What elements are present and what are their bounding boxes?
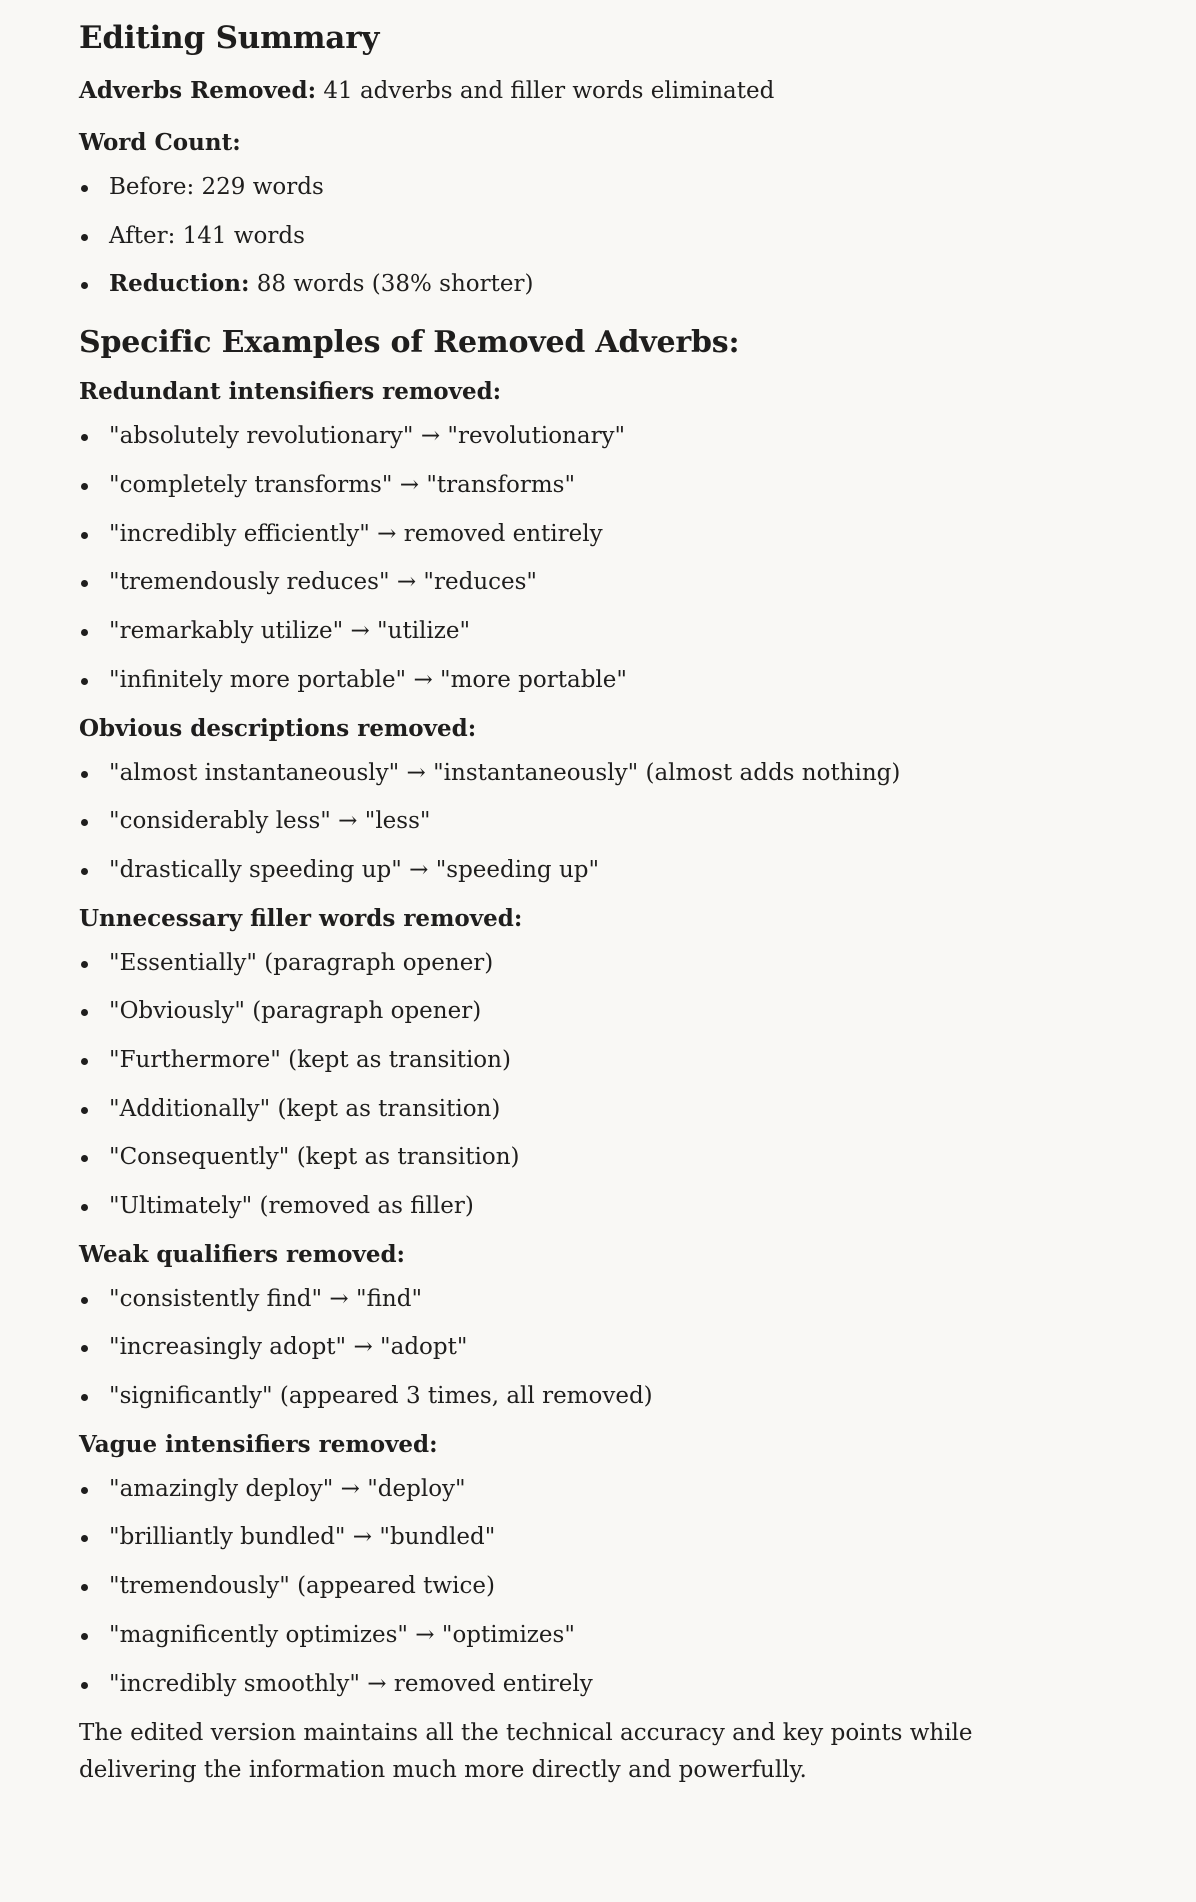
list-item-after: After: 141 words <box>79 219 1040 253</box>
group-list-vague-intensifiers <box>79 1472 1040 1701</box>
list-item-before: Before: 229 words <box>79 170 1040 204</box>
list-item: "Ultimately" (removed as filler) <box>79 1189 1040 1223</box>
list-item: "Consequently" (kept as transition) <box>79 1140 1040 1174</box>
list-item: "brilliantly bundled" → "bundled" <box>79 1520 1040 1554</box>
list-item: "Additionally" (kept as transition) <box>79 1092 1040 1126</box>
list-item: "almost instantaneously" → "instantaneously" (almost adds nothing) <box>79 756 1040 790</box>
group-heading-obvious-descriptions: Obvious descriptions removed: <box>79 714 477 742</box>
list-item: "Essentially" (paragraph opener) <box>79 946 1040 980</box>
list-item: "tremendously reduces" → "reduces" <box>79 565 1040 599</box>
group-heading-weak-qualifiers: Weak qualifiers removed: <box>79 1240 406 1268</box>
list-item: "incredibly efficiently" → removed entirely <box>79 517 1040 551</box>
list-item: "absolutely revolutionary" → "revolutionary" <box>79 419 1040 453</box>
list-item: "significantly" (appeared 3 times, all removed) <box>79 1379 1040 1413</box>
list-item: "tremendously" (appeared twice) <box>79 1569 1040 1603</box>
adverbs-removed-line <box>79 74 1040 108</box>
reduction-value: 88 words (38% shorter) <box>256 271 534 298</box>
group-list-filler-words <box>79 946 1040 1223</box>
group-heading-vague-intensifiers: Vague intensifiers removed: <box>79 1430 438 1458</box>
list-item: "Furthermore" (kept as transition) <box>79 1043 1040 1077</box>
adverbs-removed-value: 41 adverbs and filler words eliminated <box>323 78 775 104</box>
reduction-label: Reduction: <box>109 270 250 298</box>
word-count-label: Word Count: <box>79 129 241 156</box>
list-item: "incredibly smoothly" → removed entirely <box>79 1667 1040 1701</box>
group-heading-filler-words: Unnecessary filler words removed: <box>79 904 523 932</box>
list-item: "completely transforms" → "transforms" <box>79 468 1040 502</box>
list-item-reduction <box>79 267 1040 301</box>
examples-heading: Specific Examples of Removed Adverbs: <box>79 325 740 361</box>
closing-paragraph: The edited version maintains all the technical accuracy and key points while delivering the information much more directly and powerfully. <box>79 1720 973 1784</box>
group-list-obvious-descriptions <box>79 756 1040 887</box>
list-item: "infinitely more portable" → "more portable" <box>79 663 1040 697</box>
list-item: "Obviously" (paragraph opener) <box>79 994 1040 1028</box>
list-item: "magnificently optimizes" → "optimizes" <box>79 1618 1040 1652</box>
group-heading-redundant-intensifiers: Redundant intensifiers removed: <box>79 378 502 406</box>
group-list-weak-qualifiers <box>79 1282 1040 1413</box>
list-item: "considerably less" → "less" <box>79 804 1040 838</box>
list-item: "drastically speeding up" → "speeding up" <box>79 853 1040 887</box>
group-list-redundant-intensifiers <box>79 419 1040 696</box>
word-count-list <box>79 170 1040 301</box>
list-item: "increasingly adopt" → "adopt" <box>79 1330 1040 1364</box>
adverbs-removed-label: Adverbs Removed: <box>79 77 317 104</box>
list-item: "amazingly deploy" → "deploy" <box>79 1472 1040 1506</box>
list-item: "consistently find" → "find" <box>79 1282 1040 1316</box>
page-title: Editing Summary <box>79 20 380 56</box>
list-item: "remarkably utilize" → "utilize" <box>79 614 1040 648</box>
